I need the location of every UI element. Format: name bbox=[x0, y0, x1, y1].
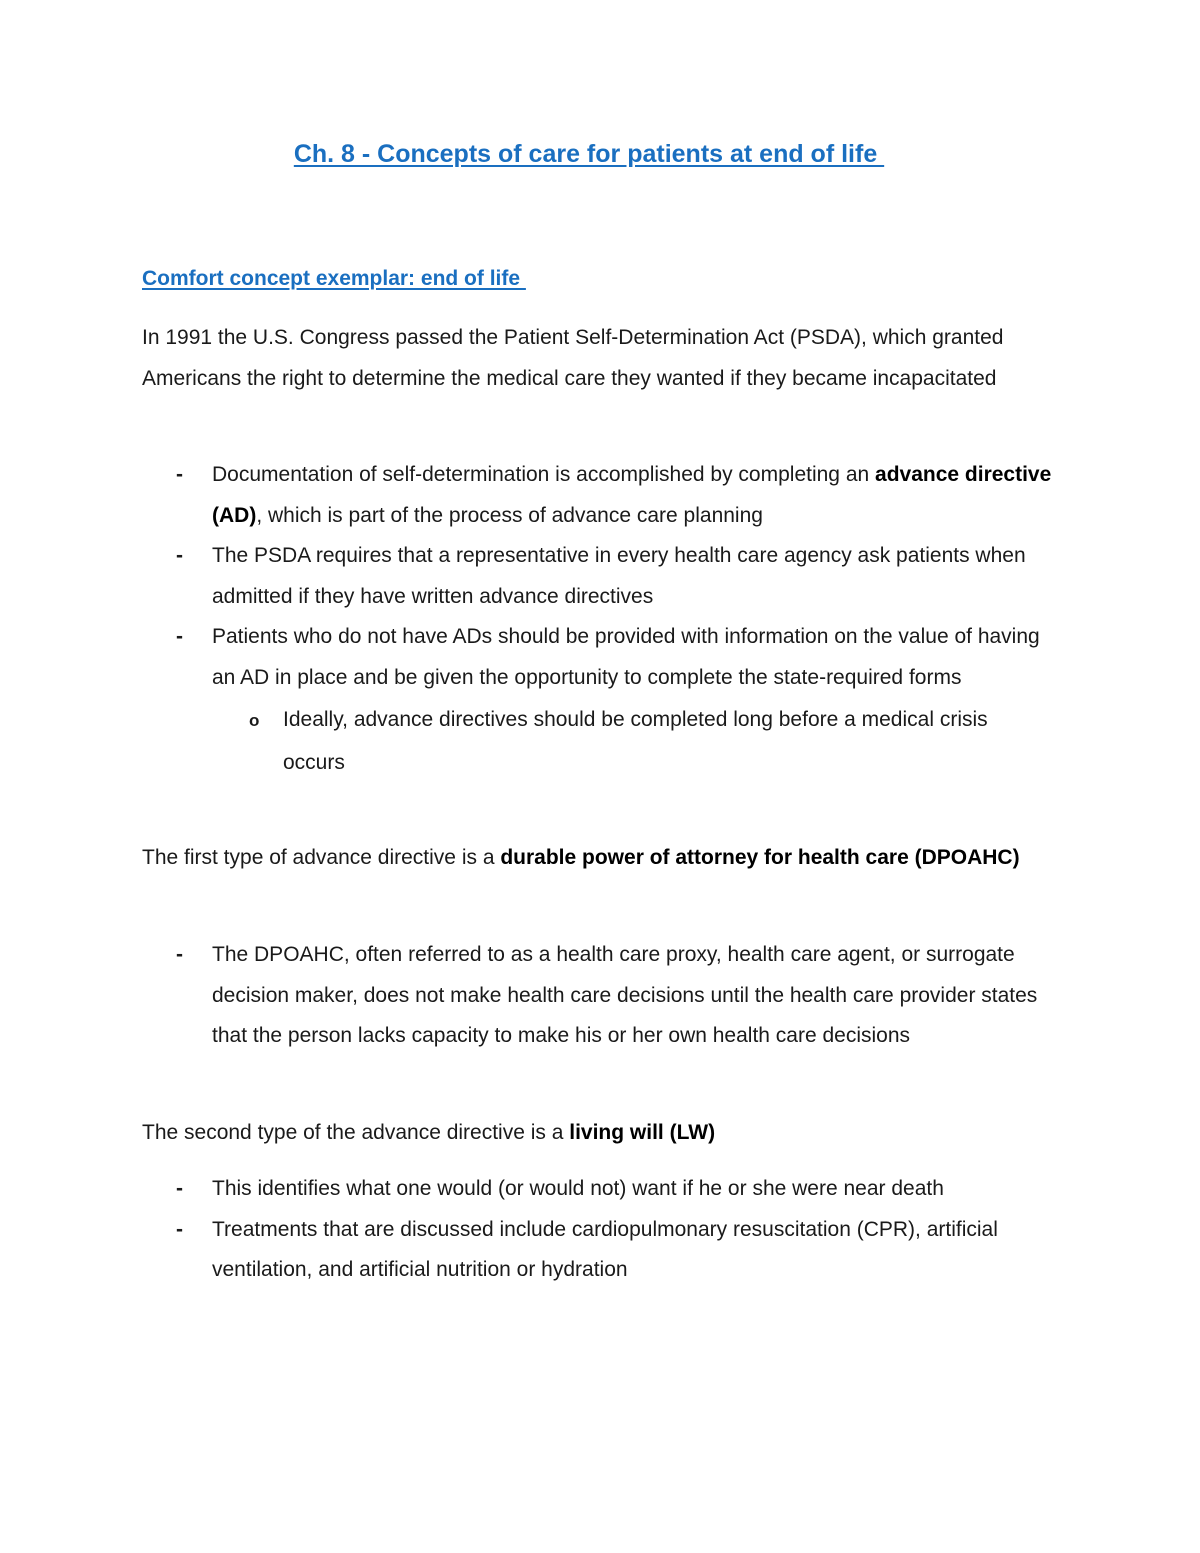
list-item-text: This identifies what one would (or would not) want if he or she were near death bbox=[212, 1177, 944, 1200]
list-item bbox=[0, 455, 1062, 536]
section-heading: Comfort concept exemplar: end of life bbox=[142, 267, 526, 290]
list-item bbox=[0, 1169, 1062, 1210]
intro-paragraph: In 1991 the U.S. Congress passed the Patient Self-Determination Act (PSDA), which granted Americans the right to determine the medical care they wanted if they became incapacitated bbox=[142, 326, 1004, 390]
bold-term: living will (LW) bbox=[569, 1121, 716, 1144]
list-item bbox=[0, 536, 1062, 617]
list-item-text: Patients who do not have ADs should be provided with information on the value of having an AD in place and be given the opportunity to complete the state-required forms bbox=[212, 625, 1040, 689]
list-item bbox=[0, 617, 1062, 698]
dash-bullet: - bbox=[176, 463, 183, 486]
advance-directive-list bbox=[0, 455, 1100, 784]
list-item-text: Treatments that are discussed include cardiopulmonary resuscitation (CPR), artificial ventilation, and artificial nutrition or hydration bbox=[212, 1217, 998, 1281]
dash-bullet: - bbox=[176, 1177, 183, 1200]
list-item bbox=[0, 1210, 1062, 1291]
bold-term: durable power of attorney for health care (DPOAHC) bbox=[500, 846, 1020, 869]
sub-list-item bbox=[0, 698, 1043, 784]
dash-bullet: - bbox=[176, 625, 183, 648]
dpoahc-paragraph bbox=[142, 838, 1062, 879]
list-item-text: Documentation of self-determination is accomplished by completing an bbox=[212, 463, 876, 486]
paragraph-text: The second type of the advance directive is a bbox=[142, 1121, 570, 1144]
dash-bullet: - bbox=[176, 544, 183, 567]
dash-bullet: - bbox=[176, 943, 183, 966]
bold-term: advance directive (AD) bbox=[212, 463, 1052, 527]
sub-list-item-text: Ideally, advance directives should be completed long before a medical crisis occurs bbox=[283, 708, 988, 774]
paragraph-text: The first type of advance directive is a bbox=[142, 846, 501, 869]
circle-bullet: o bbox=[249, 711, 260, 730]
list-item-text: The PSDA requires that a representative in every health care agency ask patients when admitted if they have written advance directives bbox=[212, 544, 1026, 608]
document-title: Ch. 8 - Concepts of care for patients at end of life bbox=[293, 140, 885, 168]
living-will-list bbox=[0, 1169, 1100, 1291]
list-item-text: The DPOAHC, often referred to as a health care proxy, health care agent, or surrogate decision maker, does not make health care decisions until the health care provider states that the person lacks capacity to make his or her own health care decisions bbox=[212, 943, 1038, 1047]
dpoahc-list bbox=[0, 935, 1100, 1057]
list-item-text: , which is part of the process of advance care planning bbox=[256, 503, 763, 527]
dash-bullet: - bbox=[176, 1217, 183, 1241]
living-will-paragraph bbox=[142, 1113, 1062, 1154]
list-item bbox=[0, 935, 1062, 1057]
